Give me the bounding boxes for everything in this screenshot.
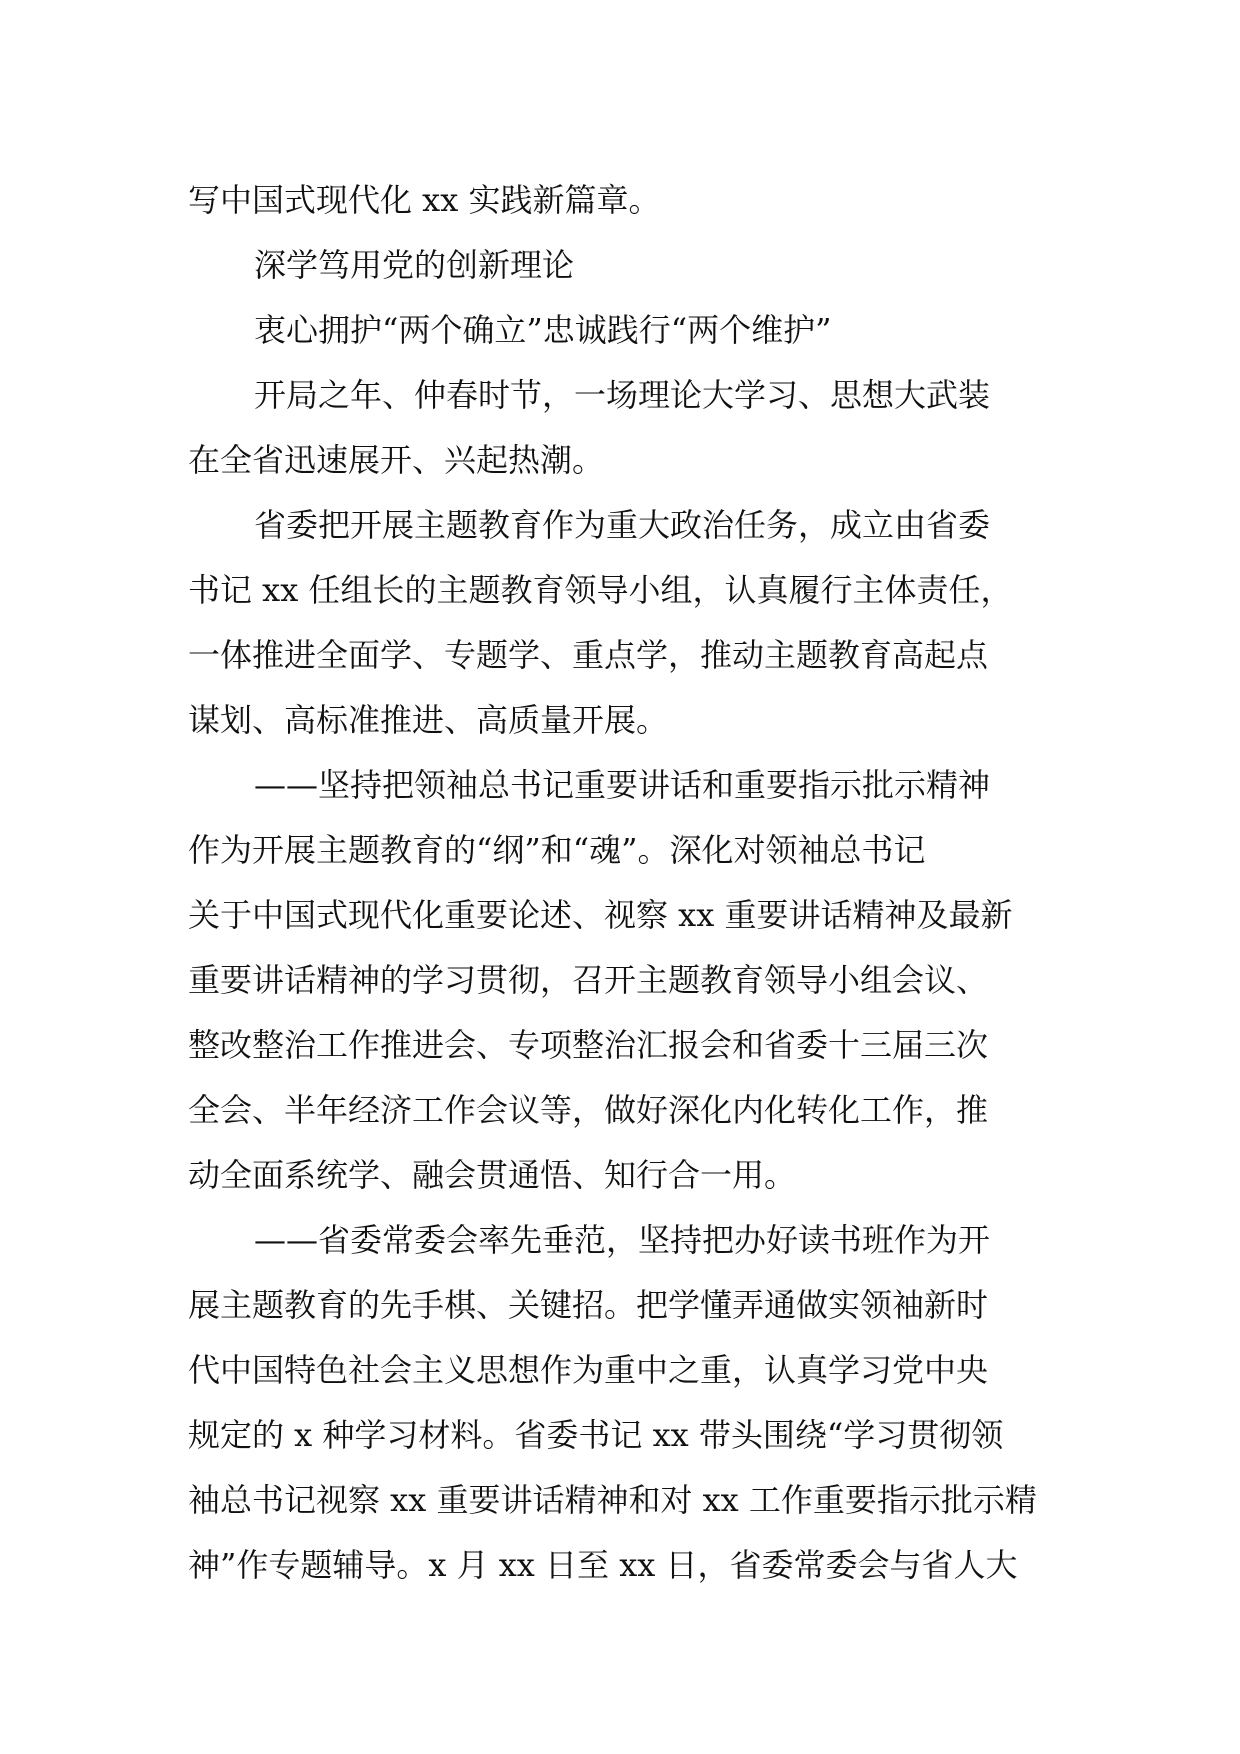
text-line: 书记 xx 任组长的主题教育领导小组，认真履行主体责任， [188,571,1013,609]
text-line: 代中国特色社会主义思想作为重中之重，认真学习党中央 [188,1351,989,1389]
text-line: 在全省迅速展开、兴起热潮。 [188,441,605,479]
text-line: 整改整治工作推进会、专项整治汇报会和省委十三届三次 [188,1026,989,1064]
text-line: 全会、半年经济工作会议等，做好深化内化转化工作，推 [188,1091,989,1129]
text-line: 省委把开展主题教育作为重大政治任务，成立由省委 [254,506,991,544]
document-body [188,168,1058,1598]
text-line: 袖总书记视察 xx 重要讲话精神和对 xx 工作重要指示批示精 [188,1481,1037,1519]
text-line: 规定的 x 种学习材料。省委书记 xx 带头围绕“学习贯彻领 [188,1416,1004,1454]
text-line: 作为开展主题教育的“纲”和“魂”。深化对领袖总书记 [188,831,926,869]
text-line: 动全面系统学、融会贯通悟、知行合一用。 [188,1156,797,1194]
text-line: 一体推进全面学、专题学、重点学，推动主题教育高起点 [188,636,989,674]
text-line: 关于中国式现代化重要论述、视察 xx 重要讲话精神及最新 [188,896,1013,934]
section-heading: 深学笃用党的创新理论 [254,246,575,284]
text-line: 写中国式现代化 xx 实践新篇章。 [188,181,661,219]
text-line: 展主题教育的先手棋、关键招。把学懂弄通做实领袖新时 [188,1286,989,1324]
text-line: 重要讲话精神的学习贯彻，召开主题教育领导小组会议、 [188,961,989,999]
text-line: 谋划、高标准推进、高质量开展。 [188,701,669,739]
text-line: ——坚持把领袖总书记重要讲话和重要指示批示精神 [254,766,991,804]
text-line: ——省委常委会率先垂范，坚持把办好读书班作为开 [254,1221,991,1259]
text-line: 神”作专题辅导。x 月 xx 日至 xx 日，省委常委会与省人大 [188,1546,1018,1584]
text-line: 开局之年、仲春时节，一场理论大学习、思想大武装 [254,376,991,414]
section-subheading: 衷心拥护“两个确立”忠诚践行“两个维护” [254,311,832,349]
